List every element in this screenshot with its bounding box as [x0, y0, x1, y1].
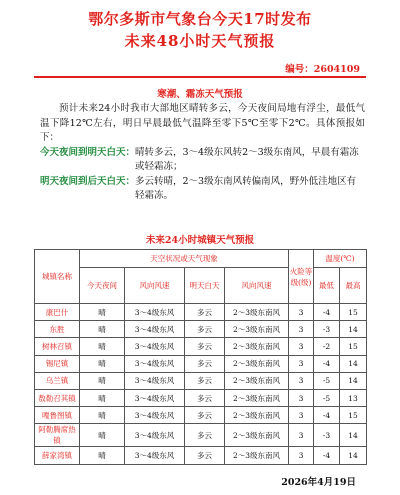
- cell-wind1: 3～4级东风: [125, 321, 185, 338]
- cell-night: 晴: [80, 321, 125, 338]
- cell-tmin: -3: [314, 424, 340, 447]
- cell-tmax: 14: [340, 321, 367, 338]
- cell-fire: 3: [289, 372, 314, 389]
- cell-tmin: -3: [314, 321, 340, 338]
- cell-night: 晴: [80, 447, 125, 464]
- issue-date: 2026年4月19日: [281, 477, 356, 488]
- cell-town: 锡尼镇: [35, 355, 80, 372]
- table-row: [35, 447, 367, 464]
- header-temp-group: 温度(℃): [314, 250, 367, 268]
- cell-wind1: 3～4级东风: [125, 304, 185, 321]
- header-tonight: 今天夜间: [80, 268, 125, 304]
- cell-tmin: -4: [314, 447, 340, 464]
- cell-wind2: 2～3级东南风: [225, 338, 289, 355]
- cell-wind1: 3～4级东风: [125, 355, 185, 372]
- cell-town: 康巴什: [35, 304, 80, 321]
- cell-day: 多云: [185, 407, 225, 424]
- cell-night: 晴: [80, 355, 125, 372]
- cell-tmin: -5: [314, 372, 340, 389]
- cell-town: 东胜: [35, 321, 80, 338]
- cell-wind2: 2～3级东南风: [225, 321, 289, 338]
- cell-town: 嘎鲁图镇: [35, 407, 80, 424]
- cell-tmax: 14: [340, 355, 367, 372]
- cell-day: 多云: [185, 304, 225, 321]
- forecast-text: 多云转晴，2～3级东南风转偏南风，野外低洼地区有轻霜冻。: [135, 175, 357, 201]
- cell-wind2: 2～3级东南风: [225, 304, 289, 321]
- cell-town: 乌兰镇: [35, 372, 80, 389]
- table-row: [35, 407, 367, 424]
- cell-fire: 3: [289, 424, 314, 447]
- cell-fire: 3: [289, 389, 314, 406]
- header-town: 城镇名称: [35, 250, 80, 304]
- town-forecast-table: [34, 249, 367, 465]
- cell-day: 多云: [185, 372, 225, 389]
- page-title-line1: 鄂尔多斯市气象台今天17时发布: [88, 10, 312, 28]
- serial-number: 编号：2604109: [285, 64, 360, 75]
- cell-wind2: 2～3级东南风: [225, 355, 289, 372]
- cell-day: 多云: [185, 355, 225, 372]
- header-wind2: 风向风速: [225, 268, 289, 304]
- cell-tmax: 14: [340, 424, 367, 447]
- cell-fire: 3: [289, 304, 314, 321]
- table-row: [35, 321, 367, 338]
- cell-wind1: 3～4级东风: [125, 338, 185, 355]
- header-fire: 火险等级(级): [289, 250, 314, 304]
- cell-wind2: 2～3级东南风: [225, 424, 289, 447]
- warning-title: 寒潮、霜冻天气预报: [157, 89, 243, 100]
- cell-wind2: 2～3级东南风: [225, 407, 289, 424]
- cell-tmax: 15: [340, 304, 367, 321]
- cell-night: 晴: [80, 372, 125, 389]
- cell-town: 阿勒腾席热镇: [35, 424, 80, 447]
- cell-fire: 3: [289, 321, 314, 338]
- table-row: [35, 338, 367, 355]
- cell-night: 晴: [80, 304, 125, 321]
- cell-night: 晴: [80, 389, 125, 406]
- header-tmax: 最高: [340, 268, 367, 304]
- cell-tmin: -2: [314, 338, 340, 355]
- cell-day: 多云: [185, 389, 225, 406]
- table-row: [35, 372, 367, 389]
- forecast-body: [40, 102, 365, 204]
- cell-day: 多云: [185, 338, 225, 355]
- cell-night: 晴: [80, 407, 125, 424]
- title-divider: [34, 76, 366, 78]
- header-tomorrow: 明天白天: [185, 268, 225, 304]
- cell-night: 晴: [80, 338, 125, 355]
- forecast-item-tonight: [40, 146, 365, 175]
- cell-town: 薛家湾镇: [35, 447, 80, 464]
- cell-tmin: -4: [314, 304, 340, 321]
- cell-wind1: 3～4级东风: [125, 424, 185, 447]
- cell-tmax: 14: [340, 447, 367, 464]
- forecast-text: 晴转多云，3～4级东风转2～3级东南风，早晨有霜冻或轻霜冻；: [135, 146, 359, 172]
- forecast-label: 今天夜间到明天白天：: [40, 146, 136, 158]
- header-sky-group: 天空状况或天气现象: [80, 250, 289, 268]
- cell-fire: 3: [289, 355, 314, 372]
- cell-wind2: 2～3级东南风: [225, 389, 289, 406]
- forecast-paragraph: 预计未来24小时我市大部地区晴转多云，今天夜间局地有浮尘，最低气温下降12℃左右，明日早晨最低气温降至零下5℃至零下2℃。具体预报如下：: [40, 103, 365, 143]
- cell-tmin: -5: [314, 389, 340, 406]
- cell-night: 晴: [80, 424, 125, 447]
- cell-tmin: -4: [314, 355, 340, 372]
- cell-fire: 3: [289, 338, 314, 355]
- cell-tmax: 13: [340, 389, 367, 406]
- cell-wind1: 3～4级东风: [125, 447, 185, 464]
- cell-wind1: 3～4级东风: [125, 407, 185, 424]
- table-row: [35, 389, 367, 406]
- cell-wind1: 3～4级东风: [125, 389, 185, 406]
- cell-wind1: 3～4级东风: [125, 372, 185, 389]
- table-row: [35, 355, 367, 372]
- cell-tmin: -4: [314, 407, 340, 424]
- header-wind1: 风向风速: [125, 268, 185, 304]
- table-row: [35, 424, 367, 447]
- cell-town: 敖勒召其镇: [35, 389, 80, 406]
- cell-fire: 3: [289, 407, 314, 424]
- page-title-line2: 未来48小时天气预报: [124, 32, 276, 50]
- cell-tmax: 15: [340, 338, 367, 355]
- forecast-item-tomorrow-night: [40, 175, 365, 204]
- cell-day: 多云: [185, 447, 225, 464]
- table-row: [35, 304, 367, 321]
- cell-day: 多云: [185, 321, 225, 338]
- header-tmin: 最低: [314, 268, 340, 304]
- cell-tmax: 15: [340, 407, 367, 424]
- cell-day: 多云: [185, 424, 225, 447]
- cell-wind2: 2～3级东南风: [225, 447, 289, 464]
- forecast-label: 明天夜间到后天白天：: [40, 175, 136, 187]
- cell-town: 树林召镇: [35, 338, 80, 355]
- table-title: 未来24小时城镇天气预报: [145, 235, 255, 246]
- cell-wind2: 2～3级东南风: [225, 372, 289, 389]
- cell-fire: 3: [289, 447, 314, 464]
- cell-tmax: 14: [340, 372, 367, 389]
